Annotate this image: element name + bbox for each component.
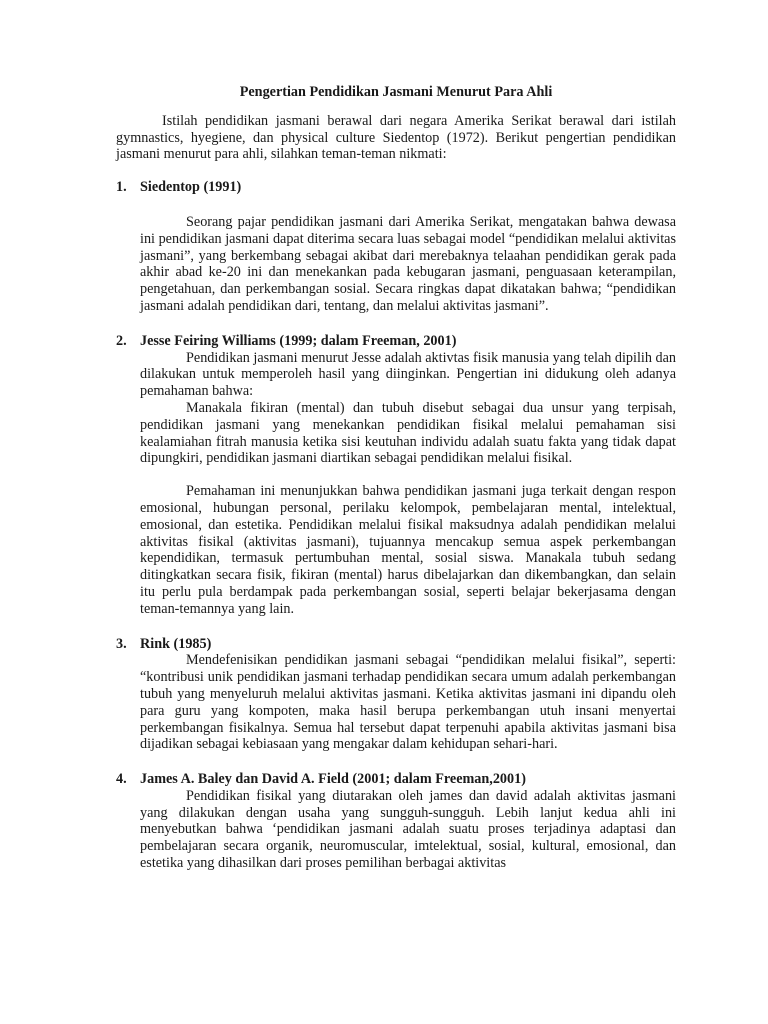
section-body <box>140 214 676 315</box>
section-paragraph: Seorang pajar pendidikan jasmani dari Amerika Serikat, mengatakan bahwa dewasa ini pendidikan jasmani dapat diterima secara luas sebagai model “pendidikan melalui aktivitas jasmani”, yang berkembang sebagai akibat dari merebaknya telaahan pendidikan gerak pada akhir abad ke-20 ini dan menekankan pada kebugaran jasmani, penguasaan keterampilan, pengetahuan, dan perkembangan sosial. Secara ringkas dapat dikatakan bahwa; “pendidikan jasmani adalah pendidikan dari, tentang, dan melalui aktivitas jasmani”. <box>140 213 676 314</box>
section-body <box>140 652 676 753</box>
section-number: 4. <box>116 771 127 788</box>
section-heading <box>116 179 676 196</box>
section-title: Jesse Feiring Williams (1999; dalam Freeman, 2001) <box>140 332 457 349</box>
section-number: 2. <box>116 332 127 349</box>
section-baley-field <box>116 771 676 872</box>
section-title: Siedentop (1991) <box>140 179 242 196</box>
section-paragraph: Manakala fikiran (mental) dan tubuh disebut sebagai dua unsur yang terpisah, pendidikan jasmani yang menekankan pendidikan fisikal melalui pemahaman sisi kealamiahan fitrah manusia ketika sisi keutuhan individu adalah suatu fakta yang tidak dapat dipungkiri, pendidikan jasmani diartikan sebagai pendidikan melalui fisikal. <box>140 399 676 467</box>
section-paragraph: Mendefenisikan pendidikan jasmani sebagai “pendidikan melalui fisikal”, seperti: “kontribusi unik pendidikan jasmani terhadap pendidikan secara umum adalah perkembangan tubuh yang menyeluruh melalui aktivitas jasmani. Ketika aktivitas jasmani ini dipandu oleh para guru yang kompoten, maka hasil berupa perkembangan utuh insani menyertai perkembangan fisikalnya. Semua hal tersebut dapat terpenuhi apabila aktivitas jasmani bisa dijadikan sebagai kebiasaan yang mengakar dalam kehidupan sehari-hari. <box>140 652 676 753</box>
section-title: Rink (1985) <box>140 635 212 652</box>
section-heading <box>116 333 676 350</box>
section-title: James A. Baley dan David A. Field (2001; dalam Freeman,2001) <box>140 771 526 788</box>
section-number: 3. <box>116 635 127 652</box>
section-body <box>140 788 676 872</box>
section-siedentop <box>116 179 676 315</box>
section-paragraph: Pemahaman ini menunjukkan bahwa pendidikan jasmani juga terkait dengan respon emosional, hubungan personal, perilaku kelompok, pembelajaran mental, intelektual, emosional, dan estetika. Pendidikan melalui fisikal maksudnya adalah pendidikan melalui aktivitas fisikal (aktivitas jasmani), tujuannya mencakup semua aspek perkembangan kependidikan, termasuk pertumbuhan mental, sosial siswa. Manakala tubuh sedang ditingkatkan secara fisik, fikiran (mental) harus dibelajarkan dan dikembangkan, dan selain itu perlu pula berdampak pada perkembangan sosial, seperti belajar bekerjasama dengan teman-temannya yang lain. <box>140 483 676 617</box>
section-number: 1. <box>116 179 127 196</box>
section-paragraph: Pendidikan fisikal yang diutarakan oleh james dan david adalah aktivitas jasmani yang dilakukan dengan usaha yang sungguh-sungguh. Lebih lanjut kedua ahli ini menyebutkan bahwa ‘pendidikan jasmani adalah suatu proses terjadinya adaptasi dan pembelajaran secara organik, neuromuscular, imtelektual, sosial, kultural, emosional, dan estetika yang dihasilkan dari proses pemilihan berbagai aktivitas <box>140 787 676 872</box>
section-body <box>140 350 676 618</box>
section-jesse-feiring-williams <box>116 333 676 618</box>
intro-paragraph: Istilah pendidikan jasmani berawal dari negara Amerika Serikat berawal dari istilah gymnastics, hyegiene, dan physical culture Siedentop (1972). Berikut pengertian pendidikan jasmani menurut para ahli, silahkan teman-teman nikmati: <box>116 112 676 163</box>
section-heading <box>116 771 676 788</box>
section-rink <box>116 636 676 754</box>
section-paragraph: Pendidikan jasmani menurut Jesse adalah aktivtas fisik manusia yang telah dipilih dan dilakukan untuk memperoleh hasil yang diinginkan. Pengertian ini didukung oleh adanya pemahaman bahwa: <box>140 349 676 400</box>
section-heading <box>116 636 676 653</box>
document-title: Pengertian Pendidikan Jasmani Menurut Para Ahli <box>239 84 553 100</box>
